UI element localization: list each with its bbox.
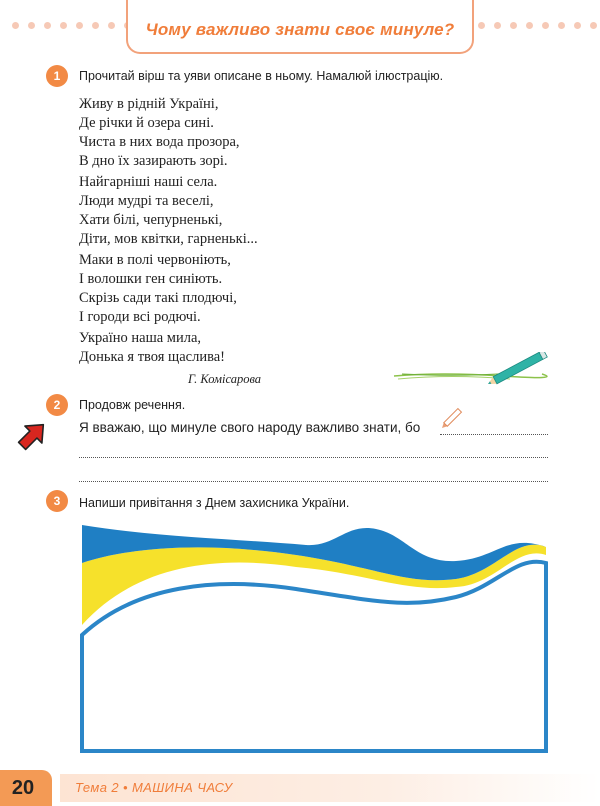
poem-line: Маки в полі червоніють, (79, 252, 231, 268)
task-2-sentence: Я вважаю, що минуле свого народу важливо знати, бо (79, 420, 421, 435)
poem-line: Хати білі, чепурненькі, (79, 212, 223, 228)
poem-line: Донька я твоя щаслива! (79, 349, 225, 365)
poem-line: В дно їх зазирають зорі. (79, 153, 228, 169)
poem-line: Живу в рідній Україні, (79, 96, 219, 112)
greeting-frame (82, 562, 546, 751)
pencil-icon (392, 352, 557, 392)
flag-frame-illustration[interactable] (76, 515, 556, 757)
title-box (126, 0, 474, 54)
task-1-instruction: Прочитай вірш та уяви описане в ньому. Намалюй ілюстрацію. (79, 69, 444, 83)
task-2-instruction: Продовж речення. (79, 398, 186, 412)
poem-line: Скрізь сади такі плодючі, (79, 290, 237, 306)
poem-line: І волошки ген синіють. (79, 271, 223, 287)
page-title: Чому важливо знати своє минуле? (145, 20, 455, 39)
footer-topic: Тема 2 • МАШИНА ЧАСУ (75, 780, 233, 795)
poem-stanza-4 (79, 329, 225, 367)
poem-line: Найгарніші наші села. (79, 174, 218, 190)
pen-icon (438, 406, 464, 432)
answer-line-1[interactable] (440, 434, 548, 435)
poem-line: І городи всі родючі. (79, 309, 201, 325)
header-dots-right (478, 22, 597, 30)
poem-line: Україно наша мила, (79, 330, 202, 346)
answer-line-2[interactable] (79, 457, 548, 458)
page-number: 20 (11, 777, 35, 799)
poem-line: Чиста в них вода прозора, (79, 134, 240, 150)
poem-stanza-1 (79, 95, 240, 171)
poem-author: Г. Комісарова (188, 372, 262, 386)
poem-line: Діти, мов квітки, гарненькі... (79, 231, 258, 247)
task-number-1: 1 (46, 65, 68, 87)
poem-stanza-3 (79, 251, 237, 327)
answer-line-3[interactable] (79, 481, 548, 482)
poem-line: Люди мудрі та веселі, (79, 193, 214, 209)
poem-stanza-2 (79, 173, 258, 249)
poem-line: Де річки й озера сині. (79, 115, 214, 131)
red-arrow-icon (12, 414, 52, 456)
task-number-2: 2 (46, 394, 68, 416)
task-number-3: 3 (46, 490, 68, 512)
task-3-instruction: Напиши привітання з Днем захисника України. (79, 496, 350, 510)
